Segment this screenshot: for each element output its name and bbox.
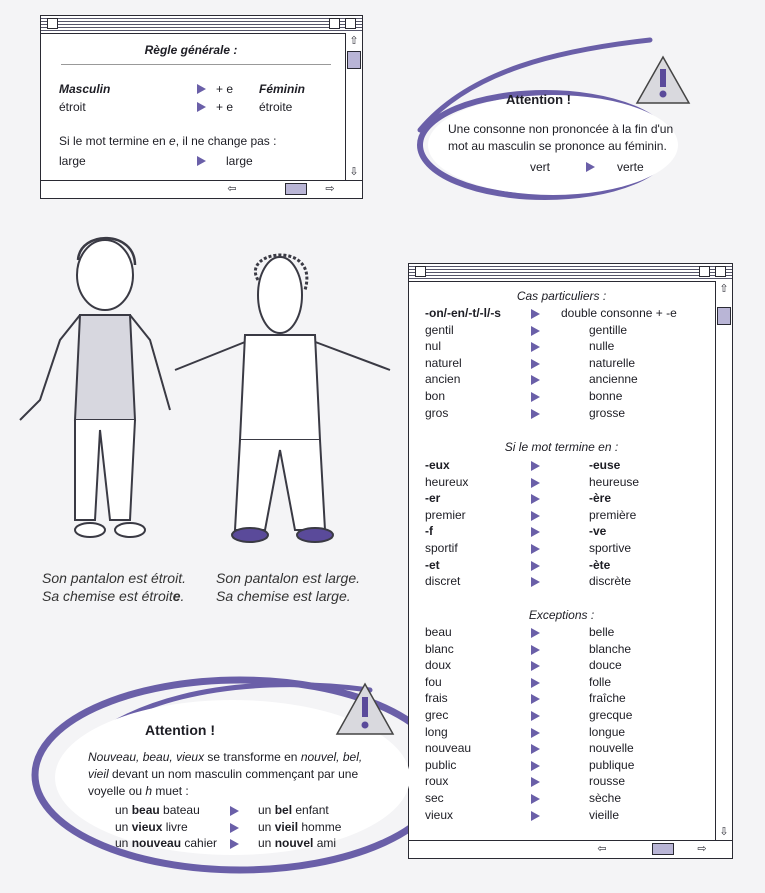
masculine-form: gentil: [425, 322, 454, 337]
table-row: [409, 691, 714, 708]
collapse-box-icon[interactable]: [715, 266, 726, 277]
cases-vertical-scrollbar[interactable]: [715, 281, 732, 840]
scroll-down-arrow-icon[interactable]: ⇩: [719, 826, 729, 838]
close-box-icon[interactable]: [47, 18, 58, 29]
adjective: beau: [131, 803, 160, 817]
masculine-form: public: [425, 757, 457, 772]
table-row: [409, 774, 714, 791]
table-row: [409, 508, 714, 525]
table-row: [409, 791, 714, 808]
feminine-form: grosse: [589, 405, 626, 420]
arrow-icon: [230, 823, 239, 833]
masculine-form: -eux: [425, 458, 450, 472]
noun: bateau: [159, 803, 200, 817]
scroll-left-arrow-icon[interactable]: ⇦: [227, 183, 237, 195]
masculine-form: ancien: [425, 372, 461, 387]
masculine-form: -on/-en/-t/-l/-s: [425, 306, 501, 320]
rule-note-e: e: [169, 134, 176, 148]
rule-horizontal-scrollbar[interactable]: [41, 180, 362, 198]
table-row: [409, 491, 714, 508]
example-masculine: [115, 836, 217, 850]
noun: cahier: [181, 836, 218, 851]
example-masculine: [115, 803, 200, 817]
feminine-form: longue: [589, 724, 626, 739]
feminine-form: discrète: [589, 574, 632, 589]
rule-note: [59, 134, 276, 148]
article: un: [115, 836, 132, 851]
arrow-icon: [531, 309, 540, 319]
arrow-icon: [531, 494, 540, 504]
attention-bottom-line3: [88, 784, 189, 798]
adjective: vieux: [131, 819, 163, 834]
feminine-form: nouvelle: [589, 741, 634, 756]
masculine-form: sportif: [425, 541, 458, 555]
masculine-form: sec: [425, 791, 444, 805]
cases-window-titlebar[interactable]: [409, 264, 732, 282]
rule-heading: Règle générale :: [144, 43, 238, 57]
arrow-icon: [531, 678, 540, 688]
attention-bottom-l2b: devant un nom masculin commençant par une: [108, 767, 359, 781]
table-row: [409, 475, 714, 492]
masculine-form: gros: [425, 405, 449, 420]
table-row: [409, 356, 714, 373]
warning-icon: [635, 55, 691, 105]
arrow-icon: [531, 392, 540, 402]
feminine-form: heureuse: [589, 474, 640, 489]
arrow-icon: [531, 728, 540, 738]
rule-note-a: Si le mot termine en: [59, 134, 170, 148]
rule-vertical-scrollbar[interactable]: [345, 33, 362, 180]
article: un: [258, 819, 275, 834]
boy-caption-c: .: [180, 588, 185, 604]
rule-row2-right: étroite: [259, 100, 293, 114]
adjective: nouvel: [274, 836, 314, 851]
zoom-box-icon[interactable]: [699, 266, 710, 277]
table-row: [409, 658, 714, 675]
table-row: [409, 808, 714, 825]
arrow-icon: [531, 628, 540, 638]
feminine-form: -euse: [589, 458, 621, 472]
table-row: [409, 389, 714, 406]
table-row: [409, 625, 714, 642]
arrow-icon: [531, 409, 540, 419]
feminine-form: bonne: [589, 389, 623, 403]
arrow-icon: [230, 806, 239, 816]
masculine-form: discret: [425, 574, 461, 589]
arrow-icon: [531, 527, 540, 537]
attention-bottom-line2: [88, 767, 358, 781]
boy-caption-a: Sa chemise est étroit: [42, 588, 173, 604]
arrow-icon: [531, 794, 540, 804]
scroll-thumb-horizontal[interactable]: [652, 843, 674, 855]
attention-top-title: Attention !: [506, 92, 571, 107]
feminine-form: sèche: [589, 791, 622, 805]
arrow-icon: [531, 561, 540, 571]
arrow-icon: [531, 461, 540, 471]
scroll-right-arrow-icon[interactable]: ⇨: [697, 843, 707, 855]
attention-bottom-examples: [0, 803, 420, 863]
feminine-form: vieille: [589, 807, 620, 822]
noun: enfant: [292, 803, 329, 817]
masculine-form: grec: [425, 708, 449, 722]
feminine-form: double consonne + -e: [561, 306, 677, 320]
article: un: [115, 803, 132, 817]
article: un: [258, 803, 275, 817]
characters-illustration: [0, 230, 400, 560]
arrow-icon: [531, 375, 540, 385]
feminine-form: -ète: [589, 557, 611, 572]
boy-figure: [20, 238, 170, 537]
noun: ami: [313, 836, 337, 851]
masculine-form: long: [425, 724, 448, 739]
feminine-form: belle: [589, 625, 615, 639]
scroll-right-arrow-icon[interactable]: ⇨: [325, 183, 335, 195]
scroll-left-arrow-icon[interactable]: ⇦: [597, 843, 607, 855]
feminine-form: rousse: [589, 774, 626, 789]
scroll-up-arrow-icon[interactable]: ⇧: [719, 283, 729, 295]
adjective: nouveau: [131, 836, 182, 851]
rule-row3-right: large: [226, 154, 253, 168]
article: un: [258, 836, 275, 851]
girl-caption-line1: Son pantalon est large.: [216, 570, 360, 586]
cases-window: [408, 263, 733, 859]
scroll-thumb[interactable]: [347, 51, 361, 69]
feminine-form: -ve: [589, 524, 607, 539]
masculine-form: frais: [425, 691, 448, 706]
attention-top-line2: mot au masculin se prononce au féminin.: [448, 139, 667, 153]
table-row: [409, 758, 714, 775]
arrow-icon: [531, 478, 540, 488]
girl-caption-line2: Sa chemise est large.: [216, 588, 351, 604]
table-row: [409, 524, 714, 541]
feminine-form: naturelle: [589, 355, 636, 370]
attention-top-ex-right: verte: [617, 160, 644, 174]
rule-row3-left: large: [59, 154, 86, 168]
table-row: [409, 406, 714, 423]
arrow-icon: [531, 811, 540, 821]
table-row: [409, 558, 714, 575]
section-exceptions: Exceptions :: [528, 608, 595, 622]
article: un: [115, 819, 132, 834]
arrow-icon: [531, 359, 540, 369]
arrow-icon: [531, 711, 540, 721]
adjective: vieil: [274, 819, 299, 834]
girl-figure: [175, 255, 390, 542]
arrow-icon: [531, 577, 540, 587]
feminine-form: douce: [589, 658, 622, 673]
arrow-icon: [586, 162, 595, 172]
masculine-form: heureux: [425, 474, 469, 489]
masculine-form: bon: [425, 389, 446, 403]
attention-bottom-l2a: vieil: [88, 767, 109, 781]
table-row: [409, 675, 714, 692]
masculine-form: nouveau: [425, 741, 472, 756]
masculine-form: premier: [425, 507, 466, 522]
table-row: [409, 339, 714, 356]
example-transformed: [258, 803, 329, 817]
rule-row1-left: Masculin: [59, 82, 111, 96]
attention-bottom-l3a: voyelle ou: [88, 784, 146, 798]
masculine-form: roux: [425, 774, 449, 789]
arrow-icon: [531, 761, 540, 771]
adjective: bel: [274, 803, 293, 817]
table-row: [409, 642, 714, 659]
feminine-form: première: [589, 507, 637, 522]
attention-bottom-title: Attention !: [145, 722, 215, 738]
arrow-icon: [531, 645, 540, 655]
rule-row2-mid: + e: [216, 100, 234, 114]
arrow-icon: [531, 694, 540, 704]
arrow-icon: [531, 661, 540, 671]
table-row: [409, 323, 714, 340]
arrow-icon: [531, 744, 540, 754]
feminine-form: nulle: [589, 339, 615, 354]
feminine-form: sportive: [589, 541, 632, 555]
masculine-form: doux: [425, 658, 452, 673]
arrow-icon: [230, 839, 239, 849]
table-row: [409, 306, 714, 323]
rule-row1-mid: + e: [216, 82, 234, 96]
table-row: [409, 372, 714, 389]
feminine-form: -ère: [589, 491, 612, 506]
masculine-form: blanc: [425, 641, 454, 656]
masculine-form: -f: [425, 524, 433, 539]
arrow-icon: [531, 511, 540, 521]
table-row: [409, 725, 714, 742]
scroll-thumb-horizontal[interactable]: [285, 183, 307, 195]
feminine-form: ancienne: [589, 372, 638, 387]
feminine-form: fraîche: [589, 691, 626, 706]
heading-divider: [61, 64, 331, 65]
rule-window: [40, 15, 363, 199]
example-masculine: [115, 820, 188, 834]
table-row: [409, 458, 714, 475]
arrow-icon: [197, 102, 206, 112]
arrow-icon: [531, 544, 540, 554]
rule-window-titlebar[interactable]: [41, 16, 362, 34]
masculine-form: vieux: [425, 807, 454, 822]
table-row: [409, 741, 714, 758]
attention-top-line1: Une consonne non prononcée à la fin d'un: [448, 122, 674, 136]
masculine-form: -et: [425, 557, 440, 572]
arrow-icon: [531, 326, 540, 336]
collapse-box-icon[interactable]: [345, 18, 356, 29]
scroll-down-arrow-icon[interactable]: ⇩: [349, 166, 359, 178]
close-box-icon[interactable]: [415, 266, 426, 277]
scroll-up-arrow-icon[interactable]: ⇧: [349, 35, 359, 47]
feminine-form: publique: [589, 757, 635, 772]
rule-note-b: , il ne change pas :: [175, 134, 277, 148]
boy-caption-line1: Son pantalon est étroit.: [42, 570, 186, 586]
table-row: [409, 541, 714, 558]
table-row: [409, 574, 714, 591]
scroll-thumb[interactable]: [717, 307, 731, 325]
warning-icon: [335, 682, 395, 736]
masculine-form: nul: [425, 339, 442, 354]
cases-horizontal-scrollbar[interactable]: [409, 840, 732, 858]
zoom-box-icon[interactable]: [329, 18, 340, 29]
attention-bottom-l1c: nouvel, bel,: [300, 750, 363, 764]
arrow-icon: [531, 342, 540, 352]
arrow-icon: [197, 84, 206, 94]
masculine-form: beau: [425, 625, 452, 639]
example-transformed: [258, 836, 336, 850]
attention-bottom-l1a: Nouveau, beau, vieux: [88, 750, 205, 764]
boy-caption-line2: [42, 588, 184, 604]
attention-bottom-l3b: h: [145, 784, 153, 798]
arrow-icon: [531, 777, 540, 787]
feminine-form: grecque: [589, 708, 633, 722]
feminine-form: blanche: [589, 641, 632, 656]
section-cas-particuliers: Cas particuliers :: [516, 289, 607, 303]
noun: homme: [298, 819, 342, 834]
attention-bottom-line1: [88, 750, 362, 764]
feminine-form: folle: [589, 674, 612, 689]
boy-caption-e: e: [172, 588, 181, 604]
table-row: [409, 708, 714, 725]
rule-row1-right: Féminin: [259, 82, 306, 96]
noun: livre: [162, 819, 188, 834]
rule-row2-left: étroit: [59, 100, 86, 114]
feminine-form: gentille: [589, 322, 628, 337]
attention-bottom-l1b: se transforme en: [204, 750, 301, 764]
attention-bottom-l3c: muet :: [152, 784, 189, 798]
arrow-icon: [197, 156, 206, 166]
masculine-form: -er: [425, 491, 441, 506]
masculine-form: fou: [425, 674, 442, 689]
example-transformed: [258, 820, 341, 834]
masculine-form: naturel: [425, 355, 462, 370]
section-si-le-mot: Si le mot termine en :: [504, 440, 619, 454]
attention-top-ex-left: vert: [530, 160, 551, 174]
